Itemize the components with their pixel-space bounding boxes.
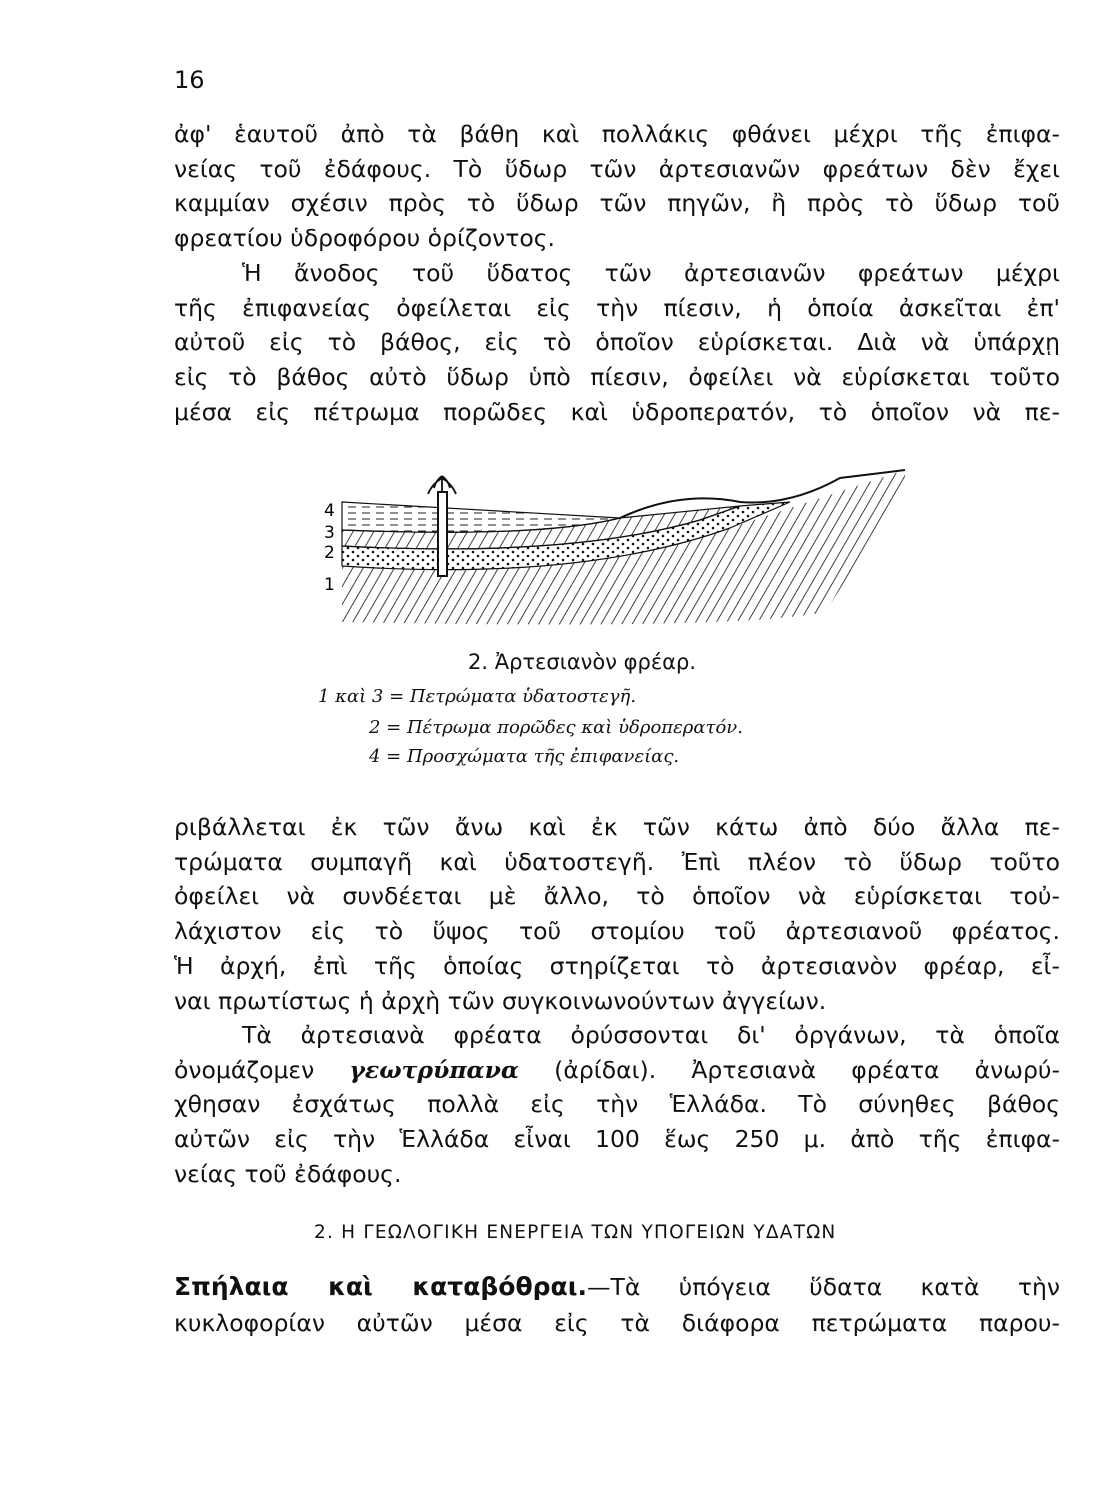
page-number: 16 xyxy=(174,66,205,94)
text-line: ριβάλλεται ἐκ τῶν ἄνω καὶ ἐκ τῶν κάτω ἀπὸ δύο ἄλλα πε- xyxy=(174,813,1060,841)
paragraph-3 xyxy=(174,810,1060,1018)
text-fragment: ὀνομάζομεν xyxy=(174,1055,350,1084)
text-line: Τὰ ἀρτεσιανὰ φρέατα ὀρύσσονται δι' ὀργάνων, τὰ ὁποῖα xyxy=(242,1021,1060,1049)
figure-legend-item: 1 καὶ 3 = Πετρώματα ὑδατοστεγῆ. xyxy=(318,686,637,707)
paragraph-5 xyxy=(174,1269,1060,1341)
text-line xyxy=(174,1053,1060,1088)
text-line: μέσα εἰς πέτρωμα πορῶδες καὶ ὑδροπερατόν, τὸ ὁποῖον νὰ πε- xyxy=(174,397,1060,426)
text-line: Ἡ ἀρχή, ἐπὶ τῆς ὁποίας στηρίζεται τὸ ἀρτεσιανὸν φρέαρ, εἶ- xyxy=(174,951,1060,980)
paragraph-4 xyxy=(174,1018,1060,1192)
well-shaft xyxy=(438,492,447,576)
text-line: λάχιστον εἰς τὸ ὕψος τοῦ στομίου τοῦ ἀρτεσιανοῦ φρέατος. xyxy=(174,917,1060,946)
text-line: τρώματα συμπαγῆ καὶ ὑδατοστεγῆ. Ἐπὶ πλέον τὸ ὕδωρ τοῦτο xyxy=(174,847,1060,876)
section-heading: 2. Η ΓΕΩΛΟΓΙΚΗ ΕΝΕΡΓΕΙΑ ΤΩΝ ΥΠΟΓΕΙΩΝ ΥΔΑΤΩΝ xyxy=(314,1222,837,1243)
text-line: ναι πρωτίστως ἡ ἀρχὴ τῶν συγκοινωνούντων ἀγγείων. xyxy=(174,986,827,1015)
layer-label: 2 xyxy=(324,543,335,563)
text-line: νείας τοῦ ἐδάφους. Τὸ ὕδωρ τῶν ἀρτεσιανῶν φρεάτων δὲν ἔχει xyxy=(174,154,1060,183)
figure-legend-item: 4 = Προσχώματα τῆς ἐπιφανείας. xyxy=(369,746,680,767)
text-fragment: (ἀρίδαι). Ἀρτεσιανὰ φρέατα ἀνωρύ- xyxy=(519,1055,1060,1084)
subsection-title: Σπήλαια καὶ καταβόθραι. xyxy=(174,1272,587,1301)
text-line: εἰς τὸ βάθος αὐτὸ ὕδωρ ὑπὸ πίεσιν, ὀφείλει νὰ εὑρίσκεται τοῦτο xyxy=(174,363,1060,392)
text-line: αὐτοῦ εἰς τὸ βάθος, εἰς τὸ ὁποῖον εὑρίσκεται. Διὰ νὰ ὑπάρχῃ xyxy=(174,328,1060,357)
text-line: καμμίαν σχέσιν πρὸς τὸ ὕδωρ τῶν πηγῶν, ἢ πρὸς τὸ ὕδωρ τοῦ xyxy=(174,189,1060,218)
text-line: ἀφ' ἑαυτοῦ ἀπὸ τὰ βάθη καὶ πολλάκις φθάνει μέχρι τῆς ἐπιφα- xyxy=(174,120,1060,148)
text-line: χθησαν ἐσχάτως πολλὰ εἰς τὴν Ἑλλάδα. Τὸ σύνηθες βάθος xyxy=(174,1090,1060,1119)
figure-caption: 2. Ἀρτεσιανὸν φρέαρ. xyxy=(468,650,697,674)
figure-legend-item: 2 = Πέτρωμα πορῶδες καὶ ὑδροπερατόν. xyxy=(369,717,743,738)
layer-label: 1 xyxy=(324,575,335,595)
water-fountain xyxy=(428,476,456,494)
layer-label: 4 xyxy=(324,501,335,521)
text-line: ὀφείλει νὰ συνδέεται μὲ ἄλλο, τὸ ὁποῖον νὰ εὑρίσκεται τοὐ- xyxy=(174,882,1060,911)
text-line: φρεατίου ὑδροφόρου ὁρίζοντος. xyxy=(174,224,555,253)
text-line: αὐτῶν εἰς τὴν Ἑλλάδα εἶναι 100 ἕως 250 μ. ἀπὸ τῆς ἐπιφα- xyxy=(174,1125,1060,1154)
paragraph-2 xyxy=(174,256,1060,430)
artesian-well-svg xyxy=(320,462,920,642)
artesian-well-diagram xyxy=(320,462,920,642)
text-line: τῆς ἐπιφανείας ὀφείλεται εἰς τὴν πίεσιν, ἡ ὁποία ἀσκεῖται ἐπ' xyxy=(174,293,1060,322)
layer-label: 3 xyxy=(324,523,335,543)
text-line: νείας τοῦ ἐδάφους. xyxy=(174,1159,402,1188)
text-fragment: —Τὰ ὑπόγεια ὕδατα κατὰ τὴν xyxy=(586,1273,1060,1301)
text-line: κυκλοφορίαν αὐτῶν μέσα εἰς τὰ διάφορα πετρώματα παρου- xyxy=(174,1309,1060,1337)
text-line xyxy=(174,1269,1060,1305)
paragraph-1 xyxy=(174,117,1060,256)
emphasized-term: γεωτρύπανα xyxy=(349,1055,520,1084)
text-line: Ἡ ἄνοδος τοῦ ὕδατος τῶν ἀρτεσιανῶν φρεάτων μέχρι xyxy=(242,259,1060,287)
